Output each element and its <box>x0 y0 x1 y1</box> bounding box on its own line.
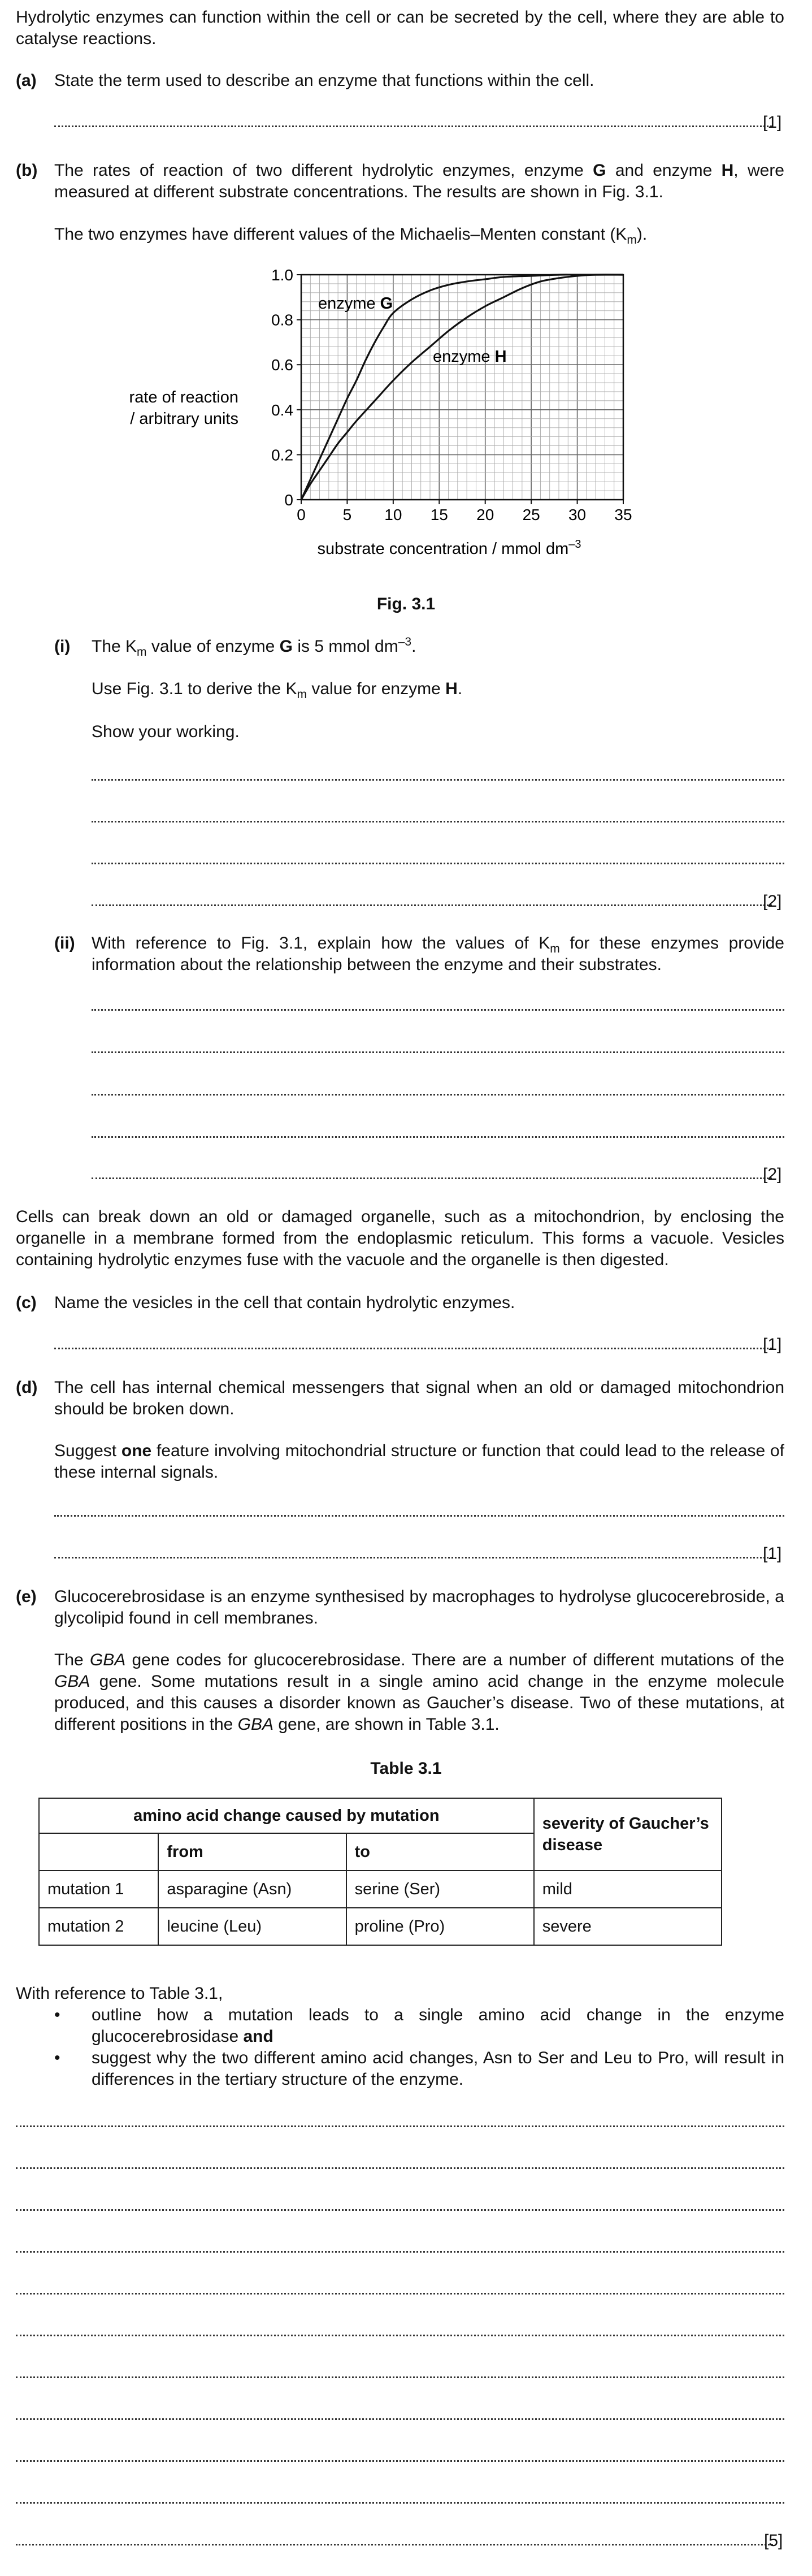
e-answer-line-1[interactable] <box>16 2125 784 2127</box>
row1-mutation: mutation 1 <box>39 1871 158 1908</box>
series-label-enzyme-g <box>318 295 393 313</box>
part-b-text2-b: ). <box>636 225 648 244</box>
row2-from: leucine (Leu) <box>158 1908 346 1945</box>
part-d-text1: The cell has internal chemical messengers that signal when an old or damaged mitochondrion should be broken down. <box>54 1378 784 1418</box>
header-severity: severity of Gaucher’s disease <box>534 1798 722 1871</box>
e-answer-line-2[interactable] <box>16 2167 784 2169</box>
e-answer-line-10[interactable] <box>16 2502 784 2504</box>
row1-from: asparagine (Asn) <box>158 1871 346 1908</box>
b-i-answer-line-2[interactable] <box>92 821 784 822</box>
part-d-answer-line-1[interactable] <box>54 1515 784 1517</box>
part-b-text2 <box>54 224 784 245</box>
b-ii-answer-line-4[interactable] <box>92 1136 784 1138</box>
x-tick-label: 0 <box>297 506 306 523</box>
b-ii-text-a: With reference to Fig. 3.1, explain how the values of K <box>92 934 550 953</box>
y-tick-label: 0.4 <box>271 401 293 419</box>
e-answer-line-5[interactable] <box>16 2293 784 2294</box>
e-answer-line-7[interactable] <box>16 2376 784 2378</box>
b-i-line2-sub: m <box>297 688 307 701</box>
table-row <box>39 1871 722 1908</box>
row2-to: proline (Pro) <box>346 1908 534 1945</box>
y-tick-label: 0 <box>284 491 293 509</box>
b-ii-text-sub: m <box>550 942 560 955</box>
part-e-reference: With reference to Table 3.1, <box>16 1984 223 2003</box>
part-a-marks: [1] <box>763 113 782 132</box>
part-e-marks: [5] <box>764 2531 783 2550</box>
part-b-text2-a: The two enzymes have different values of the Michaelis–Menten constant (K <box>54 225 627 244</box>
part-c-label: (c) <box>16 1293 37 1312</box>
bullet-2-text: suggest why the two different amino acid changes, Asn to Ser and Leu to Pro, will result in differences in the tertiary structure of the enzyme. <box>92 2049 784 2089</box>
b-i-answer-line-3[interactable] <box>92 863 784 864</box>
part-d-answer-line-2[interactable] <box>54 1557 772 1558</box>
b-i-answer-line-4[interactable] <box>92 904 772 906</box>
x-axis-label-text: substrate concentration / mmol dm <box>317 540 569 558</box>
part-c-marks: [1] <box>763 1335 782 1354</box>
b-i-line1-d: . <box>411 637 416 656</box>
b-ii-answer-line-3[interactable] <box>92 1094 784 1096</box>
x-tick-label: 35 <box>614 506 632 523</box>
x-tick-label: 5 <box>342 506 352 523</box>
part-b-i-line2 <box>92 678 781 700</box>
part-e-text2-b: gene codes for glucocerebrosidase. There are a number of different mutations of the <box>125 1651 784 1669</box>
e-answer-line-11[interactable] <box>16 2544 773 2545</box>
table-row <box>39 1908 722 1945</box>
y-tick-label: 0.6 <box>271 356 293 374</box>
e-answer-line-6[interactable] <box>16 2335 784 2336</box>
bullet-1-text <box>92 2004 784 2047</box>
y-tick-label: 0.2 <box>271 446 293 464</box>
bullet-1-symbol: • <box>54 2006 60 2024</box>
series-label-enzyme-h <box>433 348 507 366</box>
part-b-i-line3: Show your working. <box>92 722 240 741</box>
header-amino-acid-change: amino acid change caused by mutation <box>39 1798 534 1833</box>
intro-text: Hydrolytic enzymes can function within the cell or can be secreted by the cell, where they are able to catalyse reactions. <box>16 8 784 48</box>
b-i-line1-sub: m <box>137 646 147 659</box>
part-c-answer-line[interactable] <box>54 1348 772 1349</box>
series-label-h-a: enzyme <box>433 348 495 366</box>
header-mutation <box>39 1833 158 1871</box>
x-axis-label-sup: –3 <box>568 538 581 551</box>
gene-name-3: GBA <box>237 1715 274 1734</box>
b-i-line2-h: H <box>445 679 458 698</box>
y-tick-label: 0.8 <box>271 311 293 329</box>
b-i-line1-c: is 5 mmol dm <box>293 637 398 656</box>
part-e-label: (e) <box>16 1587 37 1606</box>
series-label-g-b: G <box>380 295 393 313</box>
part-a-question: State the term used to describe an enzyme that functions within the cell. <box>54 71 594 90</box>
b-ii-answer-line-5[interactable] <box>92 1177 772 1179</box>
part-d-text2-b: feature involving mitochondrial structure or function that could lead to the release of these internal signals. <box>54 1441 784 1482</box>
b-i-line1-sup: –3 <box>398 635 412 648</box>
row1-severity: mild <box>534 1871 722 1908</box>
part-e-text2 <box>54 1649 784 1735</box>
row2-mutation: mutation 2 <box>39 1908 158 1945</box>
part-d-text2-bold: one <box>121 1441 152 1460</box>
y-axis-label-line2: / arbitrary units <box>130 410 238 428</box>
part-b-text1-c: , were measured at different substrate concentrations. The results are shown in Fig. 3.1. <box>54 161 784 201</box>
series-label-g-a: enzyme <box>318 295 380 313</box>
bullet-2-symbol: • <box>54 2049 60 2067</box>
series-label-h-b: H <box>494 348 507 366</box>
b-i-answer-line-1[interactable] <box>92 779 784 781</box>
part-d-label: (d) <box>16 1378 38 1397</box>
x-tick-label: 10 <box>384 506 402 523</box>
b-i-line1-a: The K <box>92 637 137 656</box>
x-tick-label: 30 <box>568 506 587 523</box>
e-answer-line-3[interactable] <box>16 2209 784 2211</box>
part-b-i-line1 <box>92 636 781 657</box>
header-from: from <box>158 1833 346 1871</box>
bullet-1-text-a: outline how a mutation leads to a single amino acid change in the enzyme glucocerebrosidase <box>92 2006 784 2046</box>
part-a-label: (a) <box>16 71 37 90</box>
part-b-ii-label: (ii) <box>54 934 75 953</box>
cells-paragraph: Cells can break down an old or damaged organelle, such as a mitochondrion, by enclosing the organelle in a membrane formed from the endoplasmic reticulum. This forms a vacuole. Vesicles containing hydrolytic enzymes fuse with the vacuole and the organelle is then digested. <box>16 1207 784 1269</box>
e-answer-line-9[interactable] <box>16 2460 784 2462</box>
x-axis-label <box>317 538 581 558</box>
part-e-text2-d: gene, are shown in Table 3.1. <box>273 1715 500 1734</box>
part-a-answer-line[interactable] <box>54 125 772 127</box>
bullet-1-text-bold: and <box>243 2027 273 2046</box>
part-b-ii-marks: [2] <box>763 1165 782 1184</box>
part-b-text1-a: The rates of reaction of two different hydrolytic enzymes, enzyme <box>54 161 593 180</box>
y-axis-label-line1: rate of reaction <box>129 388 238 406</box>
part-b-i-label: (i) <box>54 637 71 656</box>
part-b-i-marks: [2] <box>763 892 782 911</box>
part-e-text2-a: The <box>54 1651 90 1669</box>
enzyme-h-ref: H <box>721 161 734 180</box>
part-e-text2-c: gene. Some mutations result in a single amino acid change in the enzyme molecule produced, and this causes a disorder known as Gaucher’s disease. Two of these mutations, at different positions in the <box>54 1672 784 1734</box>
b-i-line2-a: Use Fig. 3.1 to derive the K <box>92 679 297 698</box>
b-ii-text-b: for these enzymes provide information about the relationship between the enzyme and their substrates. <box>92 934 784 974</box>
fig-3-1-chart <box>113 266 655 571</box>
table-caption: Table 3.1 <box>370 1759 442 1778</box>
gene-name-2: GBA <box>54 1672 90 1691</box>
b-i-line2-b: value for enzyme <box>307 679 446 698</box>
part-c-question: Name the vesicles in the cell that contain hydrolytic enzymes. <box>54 1293 515 1312</box>
x-tick-label: 15 <box>430 506 448 523</box>
part-b-ii-text <box>92 933 784 976</box>
table-3-1 <box>38 1798 722 1946</box>
x-tick-label: 25 <box>522 506 540 523</box>
b-ii-answer-line-2[interactable] <box>92 1051 784 1053</box>
part-d-text2-a: Suggest <box>54 1441 121 1460</box>
part-b-label: (b) <box>16 161 38 180</box>
figure-caption: Fig. 3.1 <box>376 595 436 613</box>
b-ii-answer-line-1[interactable] <box>92 1009 784 1011</box>
part-b-text1-b: and enzyme <box>606 161 722 180</box>
row2-severity: severe <box>534 1908 722 1945</box>
row1-to: serine (Ser) <box>346 1871 534 1908</box>
part-b-text2-sub: m <box>627 233 637 246</box>
part-e-text1: Glucocerebrosidase is an enzyme synthesised by macrophages to hydrolyse glucocerebroside, a glycolipid found in cell membranes. <box>54 1587 784 1627</box>
part-d-text2 <box>54 1440 784 1483</box>
x-tick-label: 20 <box>476 506 494 523</box>
table-header-row-1 <box>39 1798 722 1833</box>
b-i-line1-g: G <box>279 637 293 656</box>
gene-name-1: GBA <box>89 1651 126 1669</box>
y-tick-label: 1.0 <box>271 266 293 284</box>
b-i-line1-b: value of enzyme <box>146 637 280 656</box>
part-b-text1 <box>54 160 784 203</box>
e-answer-line-4[interactable] <box>16 2251 784 2253</box>
part-d-marks: [1] <box>763 1544 782 1563</box>
e-answer-line-8[interactable] <box>16 2418 784 2420</box>
enzyme-g-ref: G <box>593 161 606 180</box>
b-i-line2-c: . <box>457 679 463 698</box>
header-to: to <box>346 1833 534 1871</box>
